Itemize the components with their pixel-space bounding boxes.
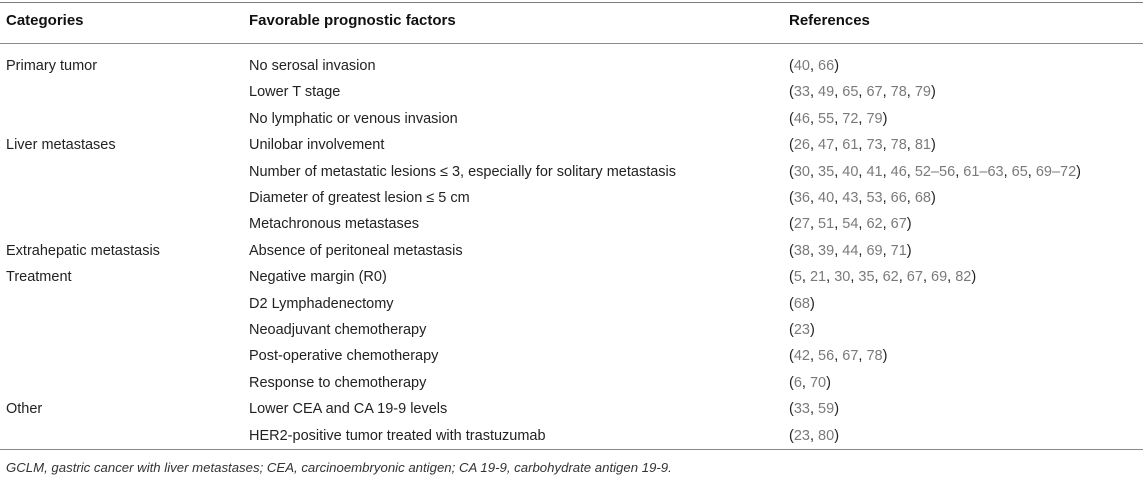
reference-link[interactable]: 67: [890, 216, 907, 233]
reference-link[interactable]: 35: [818, 163, 835, 180]
reference-link[interactable]: 65: [1011, 163, 1028, 180]
row-references: (38, 39, 44, 69, 71): [789, 242, 912, 259]
header-references: References: [789, 12, 870, 29]
row-references: (40, 66): [789, 58, 840, 74]
row-category: Primary tumor: [6, 58, 98, 74]
reference-link[interactable]: 40: [842, 163, 859, 180]
row-prognostic-factor: Diameter of greatest lesion ≤ 5 cm: [249, 190, 470, 206]
reference-link[interactable]: 39: [818, 242, 835, 259]
row-references: (5, 21, 30, 35, 62, 67, 69, 82): [789, 269, 977, 286]
reference-link[interactable]: 40: [818, 190, 835, 206]
reference-link[interactable]: 78: [866, 348, 883, 365]
reference-link[interactable]: 62: [882, 269, 899, 286]
reference-link[interactable]: 30: [834, 269, 851, 286]
row-prognostic-factor: Lower T stage: [249, 84, 341, 101]
row-references: (26, 47, 61, 73, 78, 81): [789, 137, 936, 154]
row-prognostic-factor: Metachronous metastases: [249, 216, 420, 233]
row-prognostic-factor: Negative margin (R0): [249, 269, 387, 286]
row-prognostic-factor: Neoadjuvant chemotherapy: [249, 322, 427, 338]
table-row: [0, 264, 1143, 290]
row-prognostic-factor: No serosal invasion: [249, 58, 376, 74]
reference-link[interactable]: 35: [858, 269, 875, 286]
header-favorable-prognostic-factors: Favorable prognostic factors: [249, 12, 456, 29]
reference-link[interactable]: 69–72: [1035, 163, 1077, 180]
table-row: [0, 317, 1143, 343]
row-category: Treatment: [6, 269, 72, 286]
row-references: (46, 55, 72, 79): [789, 110, 888, 127]
reference-link[interactable]: 23: [793, 322, 810, 338]
row-category: Liver metastases: [6, 137, 116, 154]
reference-link[interactable]: 40: [793, 58, 810, 74]
table-bottom-rule: [0, 449, 1143, 450]
header-categories: Categories: [6, 12, 84, 29]
row-references: (42, 56, 67, 78): [789, 348, 888, 365]
row-references: (23, 80): [789, 427, 840, 444]
reference-link[interactable]: 55: [818, 110, 835, 127]
reference-link[interactable]: 49: [818, 84, 835, 101]
row-prognostic-factor: Absence of peritoneal metastasis: [249, 242, 463, 259]
table-row: [0, 79, 1143, 105]
reference-link[interactable]: 67: [906, 269, 923, 286]
reference-link[interactable]: 79: [866, 110, 883, 127]
row-prognostic-factor: Response to chemotherapy: [249, 374, 427, 391]
table-row: [0, 370, 1143, 396]
table-row: [0, 238, 1143, 264]
row-prognostic-factor: HER2-positive tumor treated with trastuzumab: [249, 427, 546, 444]
table-row: [0, 106, 1143, 132]
reference-link[interactable]: 68: [914, 190, 931, 206]
row-references: (30, 35, 40, 41, 46, 52–56, 61–63, 65, 69–72): [789, 163, 1082, 180]
table-row: [0, 53, 1143, 79]
reference-link[interactable]: 51: [818, 216, 835, 233]
reference-link[interactable]: 54: [842, 216, 859, 233]
reference-link[interactable]: 66: [818, 58, 835, 74]
reference-link[interactable]: 73: [866, 137, 883, 154]
row-prognostic-factor: No lymphatic or venous invasion: [249, 110, 458, 127]
reference-link[interactable]: 6: [793, 374, 802, 391]
row-prognostic-factor: Post-operative chemotherapy: [249, 348, 439, 365]
table-row: [0, 185, 1143, 211]
reference-link[interactable]: 47: [818, 137, 835, 154]
reference-link[interactable]: 61: [842, 137, 859, 154]
reference-link[interactable]: 79: [914, 84, 931, 101]
reference-link[interactable]: 62: [866, 216, 883, 233]
reference-link[interactable]: 52–56: [914, 163, 956, 180]
reference-link[interactable]: 69: [866, 242, 883, 259]
reference-link[interactable]: 46: [890, 163, 907, 180]
row-references: (36, 40, 43, 53, 66, 68): [789, 190, 936, 206]
row-prognostic-factor: Unilobar involvement: [249, 137, 385, 154]
row-references: (23): [789, 322, 815, 338]
reference-link[interactable]: 41: [866, 163, 883, 180]
reference-link[interactable]: 21: [809, 269, 827, 286]
reference-link[interactable]: 59: [818, 401, 835, 418]
reference-link[interactable]: 5: [793, 269, 802, 286]
reference-link[interactable]: 44: [842, 242, 859, 259]
reference-link[interactable]: 33: [793, 401, 810, 418]
reference-link[interactable]: 42: [793, 348, 810, 365]
row-category: Other: [6, 401, 43, 418]
reference-link[interactable]: 26: [793, 137, 810, 154]
table-row: [0, 211, 1143, 237]
row-prognostic-factor: Number of metastatic lesions ≤ 3, especially for solitary metastasis: [249, 163, 677, 180]
row-references: (27, 51, 54, 62, 67): [789, 216, 912, 233]
reference-link[interactable]: 78: [890, 84, 907, 101]
table-row: [0, 343, 1143, 369]
reference-link[interactable]: 70: [809, 374, 827, 391]
row-category: Extrahepatic metastasis: [6, 242, 160, 259]
reference-link[interactable]: 82: [955, 269, 972, 286]
reference-link[interactable]: 27: [793, 216, 810, 233]
row-references: (33, 49, 65, 67, 78, 79): [789, 84, 936, 101]
reference-link[interactable]: 61–63: [963, 163, 1004, 180]
reference-link[interactable]: 38: [793, 242, 810, 259]
reference-link[interactable]: 71: [890, 242, 907, 259]
row-prognostic-factor: D2 Lymphadenectomy: [249, 295, 394, 312]
reference-link[interactable]: 43: [842, 190, 859, 206]
reference-link[interactable]: 53: [866, 190, 883, 206]
reference-link[interactable]: 80: [818, 427, 835, 444]
reference-link[interactable]: 67: [866, 84, 883, 101]
row-references: (68): [789, 295, 815, 312]
reference-link[interactable]: 72: [842, 110, 859, 127]
table-row: [0, 396, 1143, 422]
reference-link[interactable]: 46: [793, 110, 810, 127]
reference-link[interactable]: 67: [842, 348, 859, 365]
reference-link[interactable]: 68: [793, 295, 810, 312]
reference-link[interactable]: 30: [793, 163, 810, 180]
reference-link[interactable]: 66: [890, 190, 907, 206]
reference-link[interactable]: 23: [793, 427, 810, 444]
reference-link[interactable]: 36: [793, 190, 810, 206]
row-prognostic-factor: Lower CEA and CA 19-9 levels: [249, 401, 448, 418]
row-references: (33, 59): [789, 401, 840, 418]
table-row: [0, 132, 1143, 158]
table-row: [0, 291, 1143, 317]
table-row: [0, 159, 1143, 185]
reference-link[interactable]: 56: [818, 348, 835, 365]
table-footnote: GCLM, gastric cancer with liver metastases; CEA, carcinoembryonic antigen; CA 19-9, carbohydrate antigen 19-9.: [6, 460, 672, 475]
reference-link[interactable]: 78: [890, 137, 907, 154]
reference-link[interactable]: 65: [842, 84, 859, 101]
reference-link[interactable]: 69: [931, 269, 948, 286]
reference-link[interactable]: 33: [793, 84, 810, 101]
row-references: (6, 70): [789, 374, 831, 391]
reference-link[interactable]: 81: [914, 137, 931, 154]
table-row: [0, 423, 1143, 449]
